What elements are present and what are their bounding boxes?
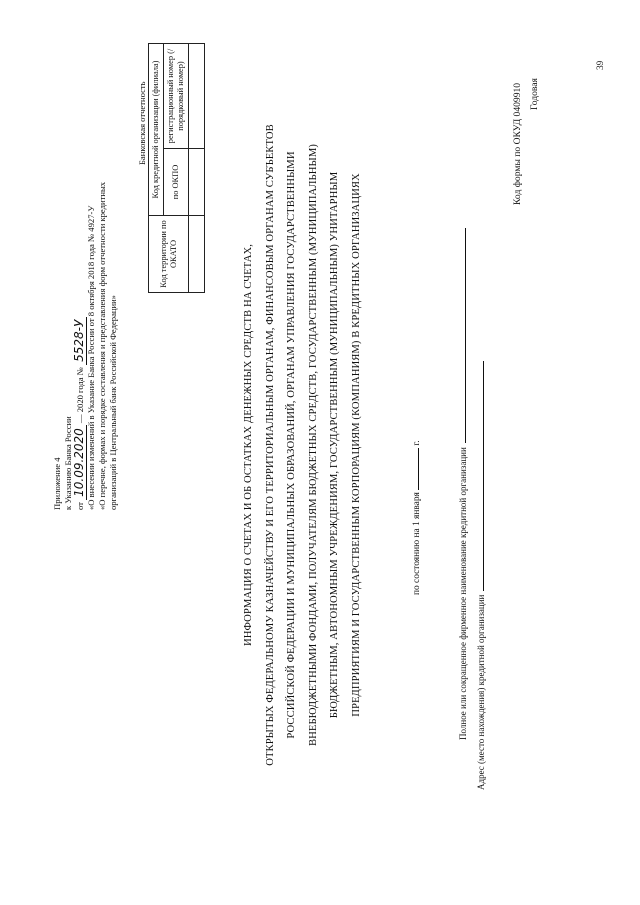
reporting-year-blank bbox=[418, 448, 419, 490]
okpo-value-cell bbox=[189, 149, 205, 216]
title-line: ВНЕБЮДЖЕТНЫМИ ФОНДАМИ, ПОЛУЧАТЕЛЯМ БЮДЖЕТНЫХ СРЕДСТВ, ГОСУДАРСТВЕННЫМ (МУНИЦИПАЛЬНЫМ) bbox=[307, 144, 319, 746]
appendix-date-line bbox=[74, 182, 86, 510]
title-line: ОТКРЫТЫХ ФЕДЕРАЛЬНОМУ КАЗНАЧЕЙСТВУ И ЕГО ТЕРРИТОРИАЛЬНЫМ ОРГАНАМ, ФИНАНСОВЫМ ОРГАНАМ СУБЪЕКТОВ bbox=[264, 124, 276, 766]
appendix-title-line-3: организаций в Центральный банк Российской Федерации» bbox=[108, 295, 118, 510]
appendix-number: Приложение 4 bbox=[52, 457, 62, 510]
okpo-header-cell: по ОКПО bbox=[164, 149, 189, 216]
title-line: БЮДЖЕТНЫМ, АВТОНОМНЫМ УЧРЕЖДЕНИЯМ, ГОСУДАРСТВЕННЫМ (МУНИЦИПАЛЬНЫМ) УНИТАРНЫМ bbox=[329, 171, 340, 719]
reporting-date-suffix: г. bbox=[412, 440, 422, 446]
title-line: ПРЕДПРИЯТИЯМ И ГОСУДАРСТВЕННЫМ КОРПОРАЦИЯМ (КОМПАНИЯМ) В КРЕДИТНЫХ ОРГАНИЗАЦИЯХ bbox=[350, 173, 362, 717]
appendix-year-label: — 2020 года № bbox=[75, 367, 85, 424]
appendix-date-prefix: от bbox=[75, 502, 85, 510]
org-address-label: Адрес (место нахождения) кредитной организации bbox=[476, 594, 486, 790]
okato-value-cell bbox=[189, 216, 205, 293]
codes-table bbox=[148, 43, 205, 293]
org-name-label: Полное или сокращенное фирменное наименование кредитной организации bbox=[458, 447, 468, 740]
org-name-blank-line bbox=[465, 228, 466, 443]
handwritten-number: 5528-У bbox=[72, 317, 87, 365]
title-line: ИНФОРМАЦИЯ О СЧЕТАХ И ОБ ОСТАТКАХ ДЕНЕЖНЫХ СРЕДСТВ НА СЧЕТАХ, bbox=[243, 244, 254, 646]
page-number: 39 bbox=[596, 60, 606, 70]
org-name-field bbox=[458, 228, 468, 740]
appendix-title-line-1: «О внесении изменений в Указание Банка России от 8 октября 2018 года № 4927-У bbox=[86, 205, 96, 510]
okato-header-cell: Код территории по ОКАТО bbox=[149, 216, 189, 293]
title-line: РОССИЙСКОЙ ФЕДЕРАЦИИ И МУНИЦИПАЛЬНЫХ ОБРАЗОВАНИЙ, ОРГАНАМ УПРАВЛЕНИЯ ГОСУДАРСТВЕННЫМИ bbox=[286, 151, 297, 739]
reg-number-header-cell: регистрационный номер (/порядковый номер) bbox=[164, 44, 189, 149]
org-address-blank-line bbox=[483, 361, 484, 591]
appendix-header bbox=[52, 182, 119, 510]
handwritten-date: 10.09.2020 bbox=[72, 425, 87, 500]
org-code-header-cell: Код кредитной организации (филиала) bbox=[149, 44, 164, 216]
reg-number-value-cell bbox=[189, 44, 205, 149]
reporting-date-prefix: по состоянию на 1 января bbox=[412, 492, 422, 595]
report-type-label: Банковская отчетность bbox=[137, 81, 147, 165]
reporting-date bbox=[412, 440, 422, 595]
appendix-reference: к Указанию Банка России bbox=[63, 416, 73, 510]
appendix-title-line-2: «О перечне, формах и порядке составления и представления форм отчетности кредитных bbox=[97, 181, 107, 510]
form-title bbox=[238, 75, 367, 815]
org-address-field bbox=[476, 361, 486, 790]
okud-code: Код формы по ОКУД 0409910 bbox=[512, 82, 523, 205]
report-period: Годовая bbox=[529, 78, 540, 110]
